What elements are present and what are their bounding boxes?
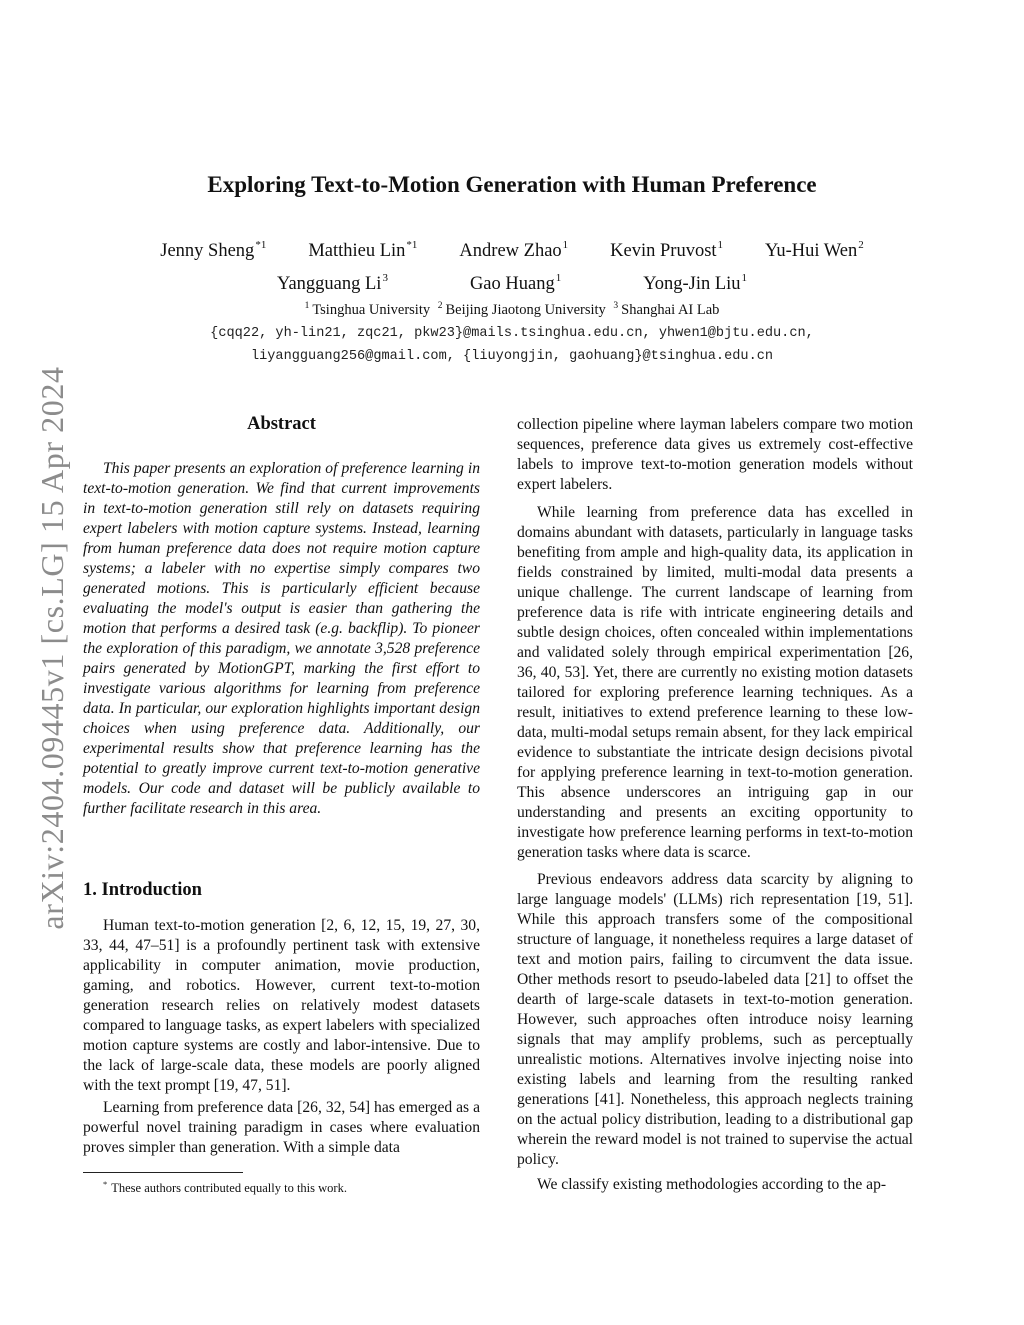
body-paragraph: Human text-to-motion generation [2, 6, 12, 15, 19, 27, 30, 33, 44, 47–51] is a profoundly pertinent task with extensive applicability in computer animation, movie production, gaming, and robotics. However, current text-to-motion generation research relies on relatively modest datasets compared to language tasks, as expert labelers with specialized motion capture systems are costly and labor-intensive. Due to the lack of large-scale data, these models are poorly aligned with the text prompt [19, 47, 51].	[83, 917, 480, 1094]
author-emails-line-1: {cqq22, yh-lin21, zqc21, pkw23}@mails.tsinghua.edu.cn, yhwen1@bjtu.edu.cn,	[210, 326, 814, 341]
abstract-text: This paper presents an exploration of preference learning in text-to-motion generation. We find that current improvements in text-to-motion generation still rely on datasets requiring expert labelers with motion capture systems. Instead, learning from human preference data does not require motion capture systems; a labeler with no expertise simply compares two generated motions. This is particularly efficient because evaluating the model's output is easier than gathering the motion that performs a desired task (e.g. backflip). To pioneer the exploration of this paradigm, we annotate 3,528 preference pairs generated by MotionGPT, marking the first effort to investigate various algorithms for learning from preference data. In particular, our exploration highlights important design choices when using preference data. Additionally, our experimental results show that preference learning has the potential to greatly improve current text-to-motion generative models. Our code and dataset will be publicly available to further facilitate research in this area.	[83, 460, 480, 817]
abstract-heading: Abstract	[247, 414, 316, 434]
body-paragraph: Previous endeavors address data scarcity by aligning to large language models' (LLMs) rich representation [19, 51]. While this approach transfers some of the compositional structure of language, it nonetheless requires a large dataset of text and motion pairs, failing to circumvent the data issue. Other methods resort to pseudo-labeled data [21] to offset the dearth of large-scale datasets in text-to-motion generation. However, such approaches often introduce noisy learning signals that may amplify problems, such as perceptually unrealistic motions. Alternatives involve injecting noise into existing labels and learning from the resulting ranked generations [41]. Nonetheless, this approach neglects training on the actual policy distribution, leading to a distributional gap wherein the reward model is not trained to supervise the actual policy.	[517, 871, 913, 1168]
footnote: * These authors contributed equally to this work.	[103, 1179, 347, 1195]
affiliations: $^1$ Tsinghua University $^2$ Beijing Jiaotong University $^3$ Shanghai AI Lab	[304, 301, 720, 318]
author: Gao Huang$^1$	[469, 272, 562, 294]
arxiv-identifier: arXiv:2404.09445v1 [cs.LG] 15 Apr 2024	[34, 366, 70, 930]
body-paragraph: While learning from preference data has excelled in domains abundant with datasets, particularly in language tasks benefiting from ample and high-quality data, its application in fields constrained by limited, multi-modal data presents a unique challenge. The current landscape of learning from preference data is rife with intricate engineering details and subtle design choices, often concealed within implementations and validated solely through empirical experimentation [26, 36, 40, 53]. Yet, there are currently no existing motion datasets tailored for exploring preference learning techniques. As a result, initiatives to extend preference learning to these low-data, multi-modal setups remain absent, for they lack empirical evidence to substantiate the intricate design decisions pivotal for applying preference learning in text-to-motion generation. This absence underscores an intriguing gap in our understanding and presents an exciting opportunity to investigate how preference learning performs in text-to-motion generation tasks where data is scarce.	[517, 504, 913, 861]
author: Yong-Jin Liu$^1$	[643, 272, 748, 294]
body-paragraph: Learning from preference data [26, 32, 54] has emerged as a powerful novel training paradigm in cases where evaluation proves simpler than generation. With a simple data	[83, 1099, 480, 1156]
footnote-divider	[83, 1172, 243, 1173]
author: Yu-Hui Wen$^2$	[765, 239, 864, 261]
author: Matthieu Lin$^{*1}$	[308, 239, 418, 261]
author: Kevin Pruvost$^1$	[610, 239, 724, 261]
author-list-row-1	[0, 239, 1024, 262]
author-emails-line-2: liyangguang256@gmail.com, {liuyongjin, gaohuang}@tsinghua.edu.cn	[250, 349, 774, 364]
author: Yangguang Li$^3$	[276, 272, 388, 294]
author: Jenny Sheng$^{*1}$	[160, 239, 267, 261]
body-paragraph: We classify existing methodologies according to the ap-	[537, 1176, 887, 1193]
body-paragraph: collection pipeline where layman labelers compare two motion sequences, preference data gives us extremely cost-effective labels to improve text-to-motion generation models without expert labelers.	[517, 416, 913, 493]
author: Andrew Zhao$^1$	[459, 239, 569, 261]
paper-title: Exploring Text-to-Motion Generation with Human Preference	[207, 172, 817, 197]
author-list-row-2	[0, 272, 1024, 295]
section-heading-introduction: 1. Introduction	[83, 880, 202, 900]
